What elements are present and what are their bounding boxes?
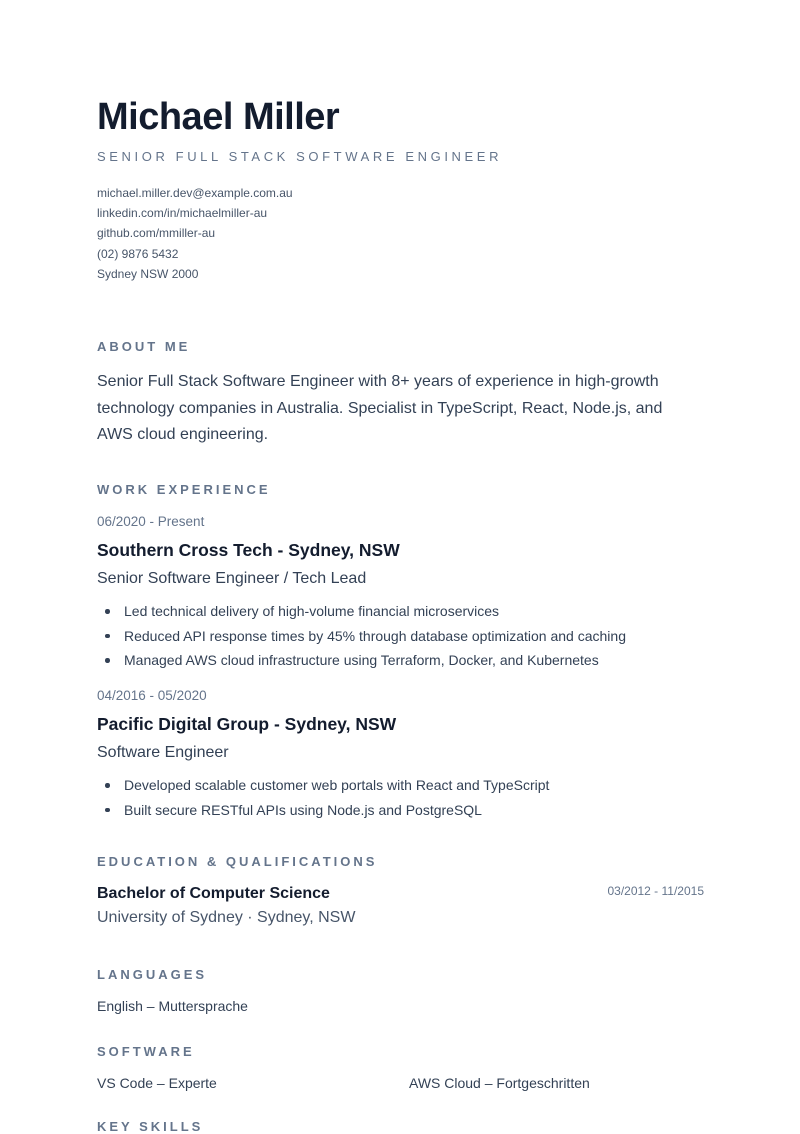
- job-dates: 04/2016 - 05/2020: [97, 688, 207, 703]
- phone-text: (02) 9876 5432: [97, 246, 179, 261]
- software-heading: SOFTWARE: [97, 1044, 195, 1059]
- school-name: University of Sydney · Sydney, NSW: [97, 909, 356, 926]
- list-item: Managed AWS cloud infrastructure using Terraform, Docker, and Kubernetes: [97, 648, 626, 673]
- software-item: VS Code – Experte: [97, 1075, 217, 1091]
- location-text: Sydney NSW 2000: [97, 266, 199, 281]
- key-skills-heading: KEY SKILLS: [97, 1119, 204, 1134]
- job-title: SENIOR FULL STACK SOFTWARE ENGINEER: [97, 149, 503, 164]
- degree-name: Bachelor of Computer Science: [97, 885, 330, 902]
- job-bullets: [97, 599, 626, 673]
- contact-block: [97, 183, 293, 284]
- experience-heading: WORK EXPERIENCE: [97, 482, 271, 497]
- education-heading: EDUCATION & QUALIFICATIONS: [97, 854, 378, 869]
- email-text: michael.miller.dev@example.com.au: [97, 186, 293, 200]
- job-role: Software Engineer: [97, 744, 229, 761]
- language-item: English – Muttersprache: [97, 998, 248, 1014]
- software-item: AWS Cloud – Fortgeschritten: [409, 1075, 590, 1091]
- list-item: Developed scalable customer web portals with React and TypeScript: [97, 773, 549, 798]
- job-company: Southern Cross Tech - Sydney, NSW: [97, 540, 400, 560]
- job-company: Pacific Digital Group - Sydney, NSW: [97, 714, 397, 734]
- about-summary: Senior Full Stack Software Engineer with 8+ years of experience in high-growth technology companies in Australia. Specialist in TypeScript, React, Node.js, and AWS cloud engineering.: [97, 373, 663, 443]
- job-bullets: [97, 773, 549, 822]
- linkedin-text: linkedin.com/in/michaelmiller-au: [97, 206, 268, 221]
- list-item: Reduced API response times by 45% through database optimization and caching: [97, 624, 626, 649]
- education-dates: 03/2012 - 11/2015: [607, 884, 704, 898]
- job-role: Senior Software Engineer / Tech Lead: [97, 570, 367, 587]
- list-item: Built secure RESTful APIs using Node.js and PostgreSQL: [97, 798, 549, 823]
- list-item: Led technical delivery of high-volume financial microservices: [97, 599, 626, 624]
- languages-heading: LANGUAGES: [97, 967, 208, 982]
- github-text: github.com/mmiller-au: [97, 226, 216, 241]
- about-heading: ABOUT ME: [97, 339, 191, 354]
- candidate-name: Michael Miller: [97, 96, 340, 138]
- job-dates: 06/2020 - Present: [97, 514, 205, 529]
